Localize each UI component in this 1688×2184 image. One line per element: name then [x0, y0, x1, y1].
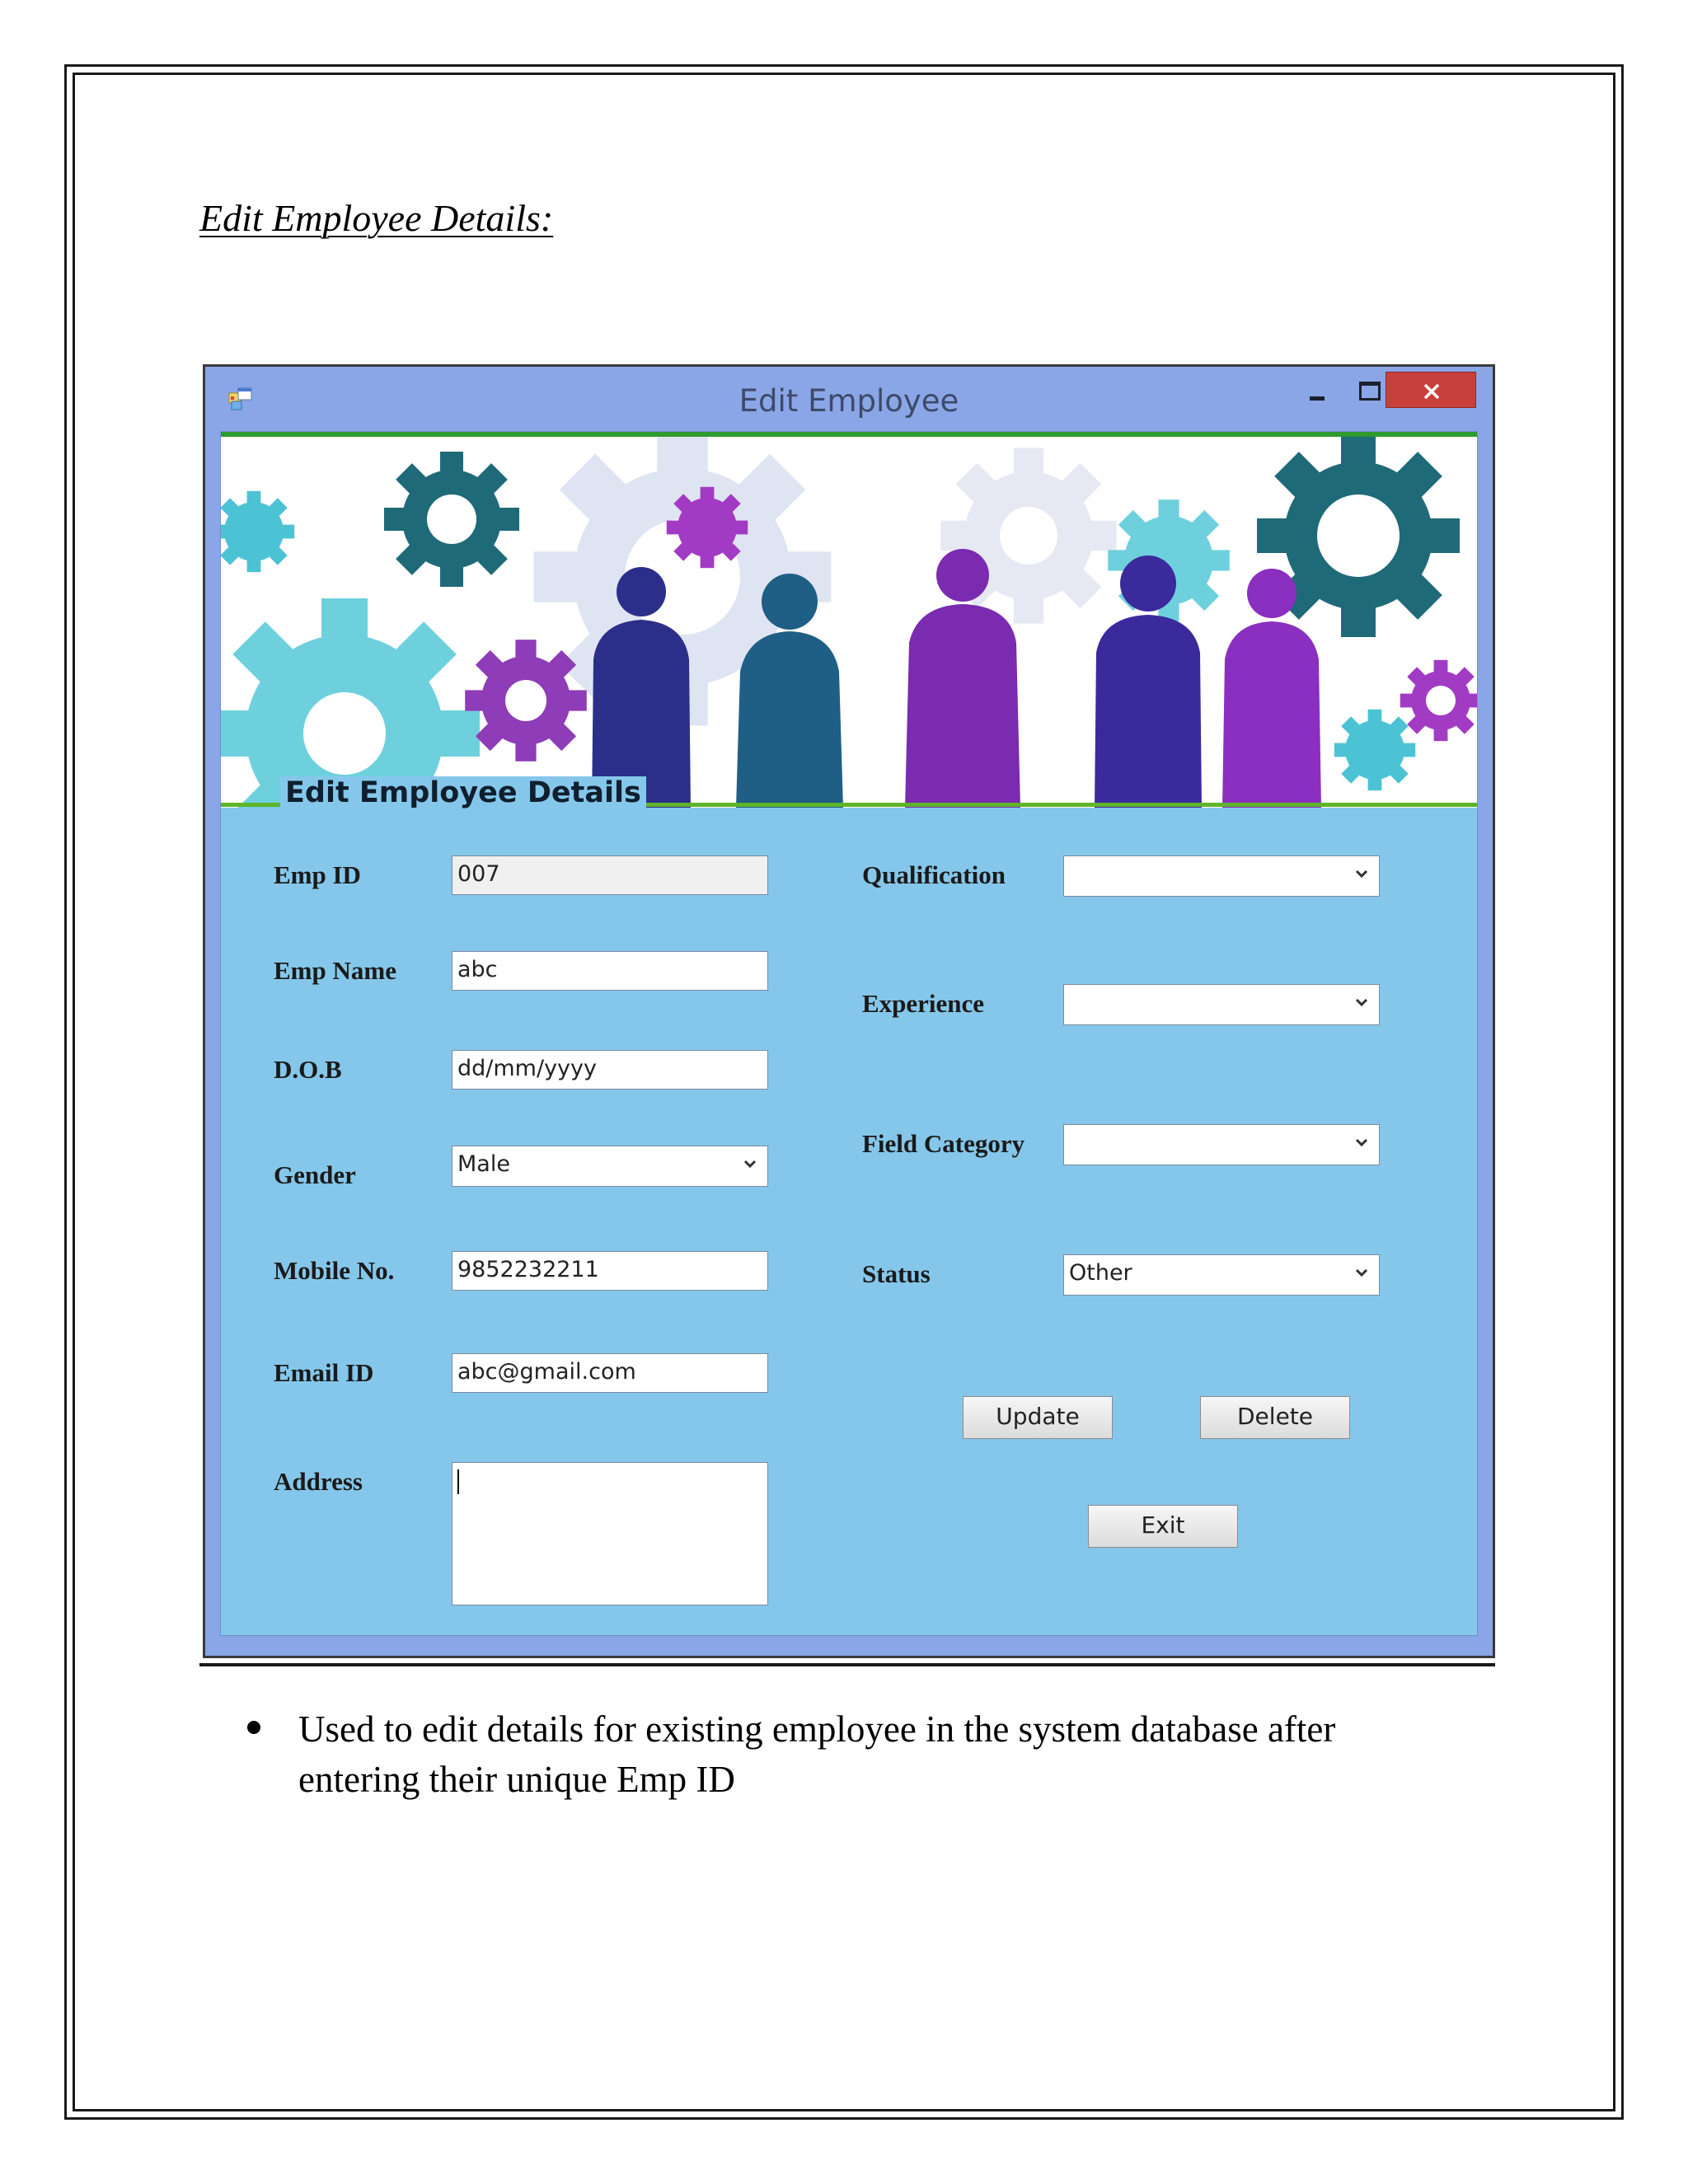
emp-name-field[interactable]: abc	[452, 951, 768, 991]
section-heading: Edit Employee Details:	[199, 197, 554, 239]
email-field[interactable]: abc@gmail.com	[452, 1353, 768, 1393]
field-category-label: Field Category	[862, 1129, 1025, 1158]
group-caption: Edit Employee Details	[280, 776, 646, 809]
address-label: Address	[274, 1467, 363, 1496]
emp-id-label: Emp ID	[274, 860, 361, 889]
field-category-select[interactable]	[1063, 1124, 1380, 1165]
exit-button[interactable]: Exit	[1088, 1505, 1238, 1548]
chevron-down-icon	[1353, 1263, 1371, 1282]
chevron-down-icon	[1353, 865, 1371, 883]
gender-value: Male	[457, 1151, 510, 1177]
edit-employee-window	[203, 364, 1495, 1658]
minimize-icon[interactable]	[1292, 372, 1341, 408]
chevron-down-icon	[1353, 1133, 1371, 1151]
window-title: Edit Employee	[738, 383, 959, 419]
title-bar[interactable]	[205, 367, 1493, 439]
emp-name-label: Emp Name	[274, 956, 396, 985]
delete-button[interactable]: Delete	[1200, 1396, 1350, 1439]
dob-label: D.O.B	[274, 1055, 342, 1084]
dob-field[interactable]: dd/mm/yyyy	[452, 1050, 768, 1090]
address-field[interactable]	[452, 1462, 768, 1605]
status-value: Other	[1069, 1260, 1132, 1286]
mobile-label: Mobile No.	[274, 1256, 395, 1285]
gender-label: Gender	[274, 1160, 356, 1189]
email-label: Email ID	[274, 1358, 374, 1387]
bullet-description: Used to edit details for existing employee in the system database after entering their unique Emp ID	[298, 1708, 1336, 1800]
maximize-icon[interactable]	[1341, 372, 1392, 408]
horizontal-rule	[199, 1663, 1495, 1666]
update-button[interactable]: Update	[963, 1396, 1113, 1439]
status-select[interactable]	[1063, 1254, 1380, 1296]
close-icon[interactable]	[1386, 372, 1476, 408]
qualification-label: Qualification	[862, 860, 1006, 889]
experience-select[interactable]	[1063, 984, 1380, 1025]
chevron-down-icon	[741, 1155, 759, 1173]
mobile-field[interactable]: 9852232211	[452, 1251, 768, 1291]
bullet-icon	[247, 1721, 260, 1734]
status-label: Status	[862, 1259, 931, 1288]
chevron-down-icon	[1353, 993, 1371, 1011]
emp-id-field[interactable]: 007	[452, 855, 768, 895]
text-caret	[457, 1469, 459, 1494]
experience-label: Experience	[862, 989, 985, 1018]
form-client-area	[220, 431, 1478, 1636]
banner-image	[221, 432, 1477, 808]
gender-select[interactable]	[452, 1146, 768, 1187]
qualification-select[interactable]	[1063, 855, 1380, 897]
